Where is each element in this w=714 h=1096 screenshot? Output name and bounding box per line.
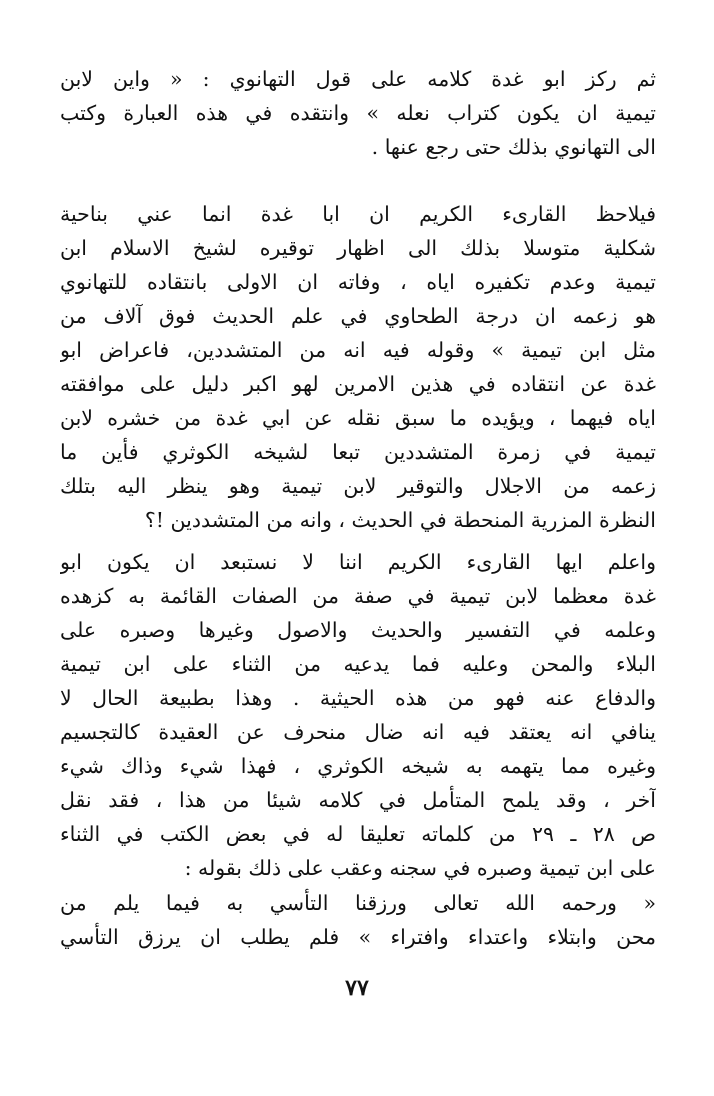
text-line: ينافي انه يعتقد فيه انه ضال منحرف عن العقيدة كالتجسيم <box>60 720 656 744</box>
text-line: تيمية ان يكون كتراب نعله » وانتقده في هذه العبارة وكتب <box>60 101 656 125</box>
text-line: مثل ابن تيمية » وقوله فيه انه من المتشددين، فاعراض ابو <box>60 338 656 362</box>
text-line: اياه فيهما ، ويؤيده ما سبق نقله عن ابي غدة من خشره لابن <box>60 406 656 430</box>
text-line: غدة معظما لابن تيمية في صفة من الصفات القائمة به كزهده <box>60 584 656 608</box>
text-line: آخر ، وقد يلمح المتأمل في كلامه شيئا من هذا ، فقد نقل <box>60 788 656 812</box>
text-line: تيمية في زمرة المتشددين تبعا لشيخه الكوثري فأين ما <box>60 440 656 464</box>
text-line: والدفاع عنه فهو من هذه الحيثية . وهذا بطبيعة الحال لا <box>60 686 656 710</box>
text-line: شكلية متوسلا بذلك الى اظهار توقيره لشيخ الاسلام ابن <box>60 236 656 260</box>
paragraph-4-quote <box>60 886 656 954</box>
text-line: ص ٢٨ ـ ٢٩ من كلماته تعليقا له في بعض الكتب في الثناء <box>60 822 656 846</box>
page-number: ٧٧ <box>345 975 369 1001</box>
text-line: غدة عن انتقاده في هذين الامرين لهو اكبر دليل على موافقته <box>60 372 656 396</box>
text-line: فيلاحظ القارىء الكريم ان ابا غدة انما عني بناحية <box>60 202 656 226</box>
text-line: وغيره مما يتهمه به شيخه الكوثري ، فهذا شيء وذاك شيء <box>60 754 656 778</box>
paragraph-2 <box>60 197 656 537</box>
text-line: « ورحمه الله تعالى ورزقنا التأسي به فيما يلم من <box>60 891 656 915</box>
text-line: الى التهانوي بذلك حتى رجع عنها . <box>371 135 656 159</box>
text-line: وعلمه في التفسير والحديث والاصول وغيرها وصبره على <box>60 618 656 642</box>
paragraph-1 <box>60 62 656 164</box>
text-line: النظرة المزرية المنحطة في الحديث ، وانه من المتشددين !؟ <box>144 508 656 532</box>
text-line: هو زعمه ان درجة الطحاوي في علم الحديث فوق آلاف من <box>60 304 656 328</box>
text-line: البلاء والمحن وعليه فما يدعيه من الثناء على ابن تيمية <box>60 652 656 676</box>
text-line: ثم ركز ابو غدة كلامه على قول التهانوي : « واين لابن <box>60 67 656 91</box>
text-line: محن وابتلاء واعتداء وافتراء » فلم يطلب ان يرزق التأسي <box>60 925 656 949</box>
text-line: واعلم ايها القارىء الكريم اننا لا نستبعد ان يكون ابو <box>60 550 656 574</box>
paragraph-3 <box>60 545 656 885</box>
text-line: تيمية وعدم تكفيره اياه ، وفاته ان الاولى بانتقاده للتهانوي <box>60 270 656 294</box>
text-line: على ابن تيمية وصبره في سجنه وعقب على ذلك بقوله : <box>184 856 656 880</box>
text-line: زعمه من الاجلال والتوقير لابن تيمية وهو ينظر اليه بتلك <box>60 474 656 498</box>
